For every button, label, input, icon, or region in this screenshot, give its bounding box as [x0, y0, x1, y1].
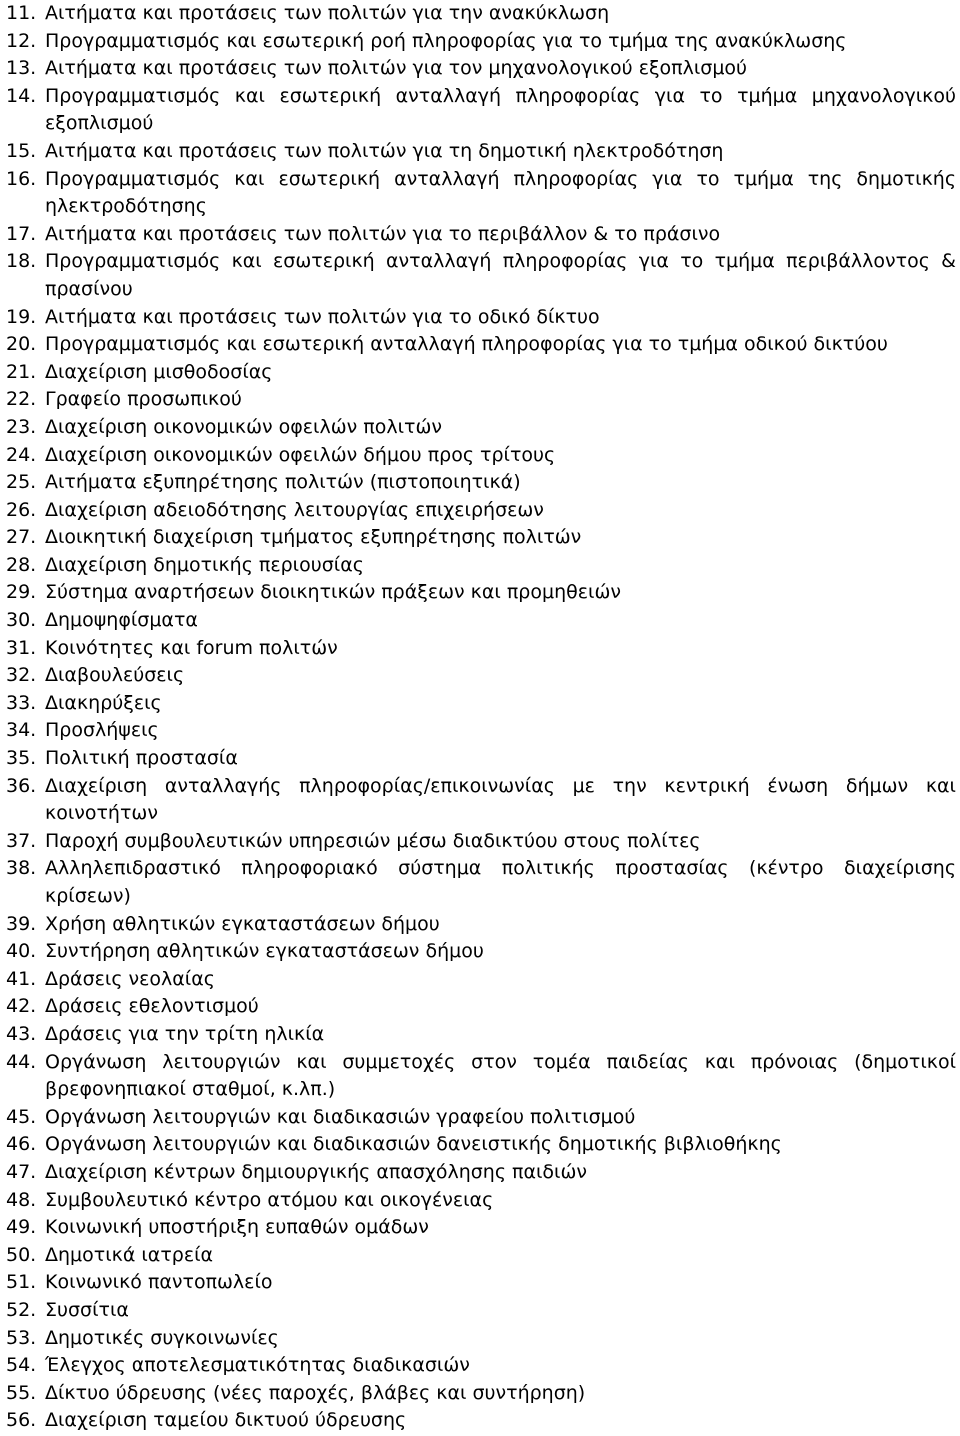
item-text: Διαχείριση δημοτικής περιουσίας: [45, 553, 364, 576]
item-number: 49.: [6, 1216, 37, 1239]
list-item: [6, 1214, 956, 1242]
list-item: [6, 1380, 956, 1408]
item-number: 40.: [6, 940, 37, 963]
item-number: 48.: [6, 1188, 37, 1211]
list-item: [6, 1131, 956, 1159]
item-number: 25.: [6, 471, 37, 494]
list-item: [6, 717, 956, 745]
list-item: [6, 1104, 956, 1132]
list-item: [6, 331, 956, 359]
item-text: Αιτήματα και προτάσεις των πολιτών για τη δημοτική ηλεκτροδότηση: [45, 139, 724, 162]
list-item: [6, 497, 956, 525]
item-text: Διαχείριση οικονομικών οφειλών δήμου προς τρίτους: [45, 443, 556, 466]
item-text: Αιτήματα και προτάσεις των πολιτών για το οδικό δίκτυο: [45, 305, 600, 328]
item-number: 39.: [6, 912, 37, 935]
list-item: [6, 359, 956, 387]
item-text: Αλληλεπιδραστικό πληροφοριακό σύστημα πολιτικής προστασίας (κέντρο διαχείρισης κρίσεων): [45, 857, 956, 907]
item-text: Προγραμματισμός και εσωτερική ανταλλαγή πληροφορίας για το τμήμα περιβάλλοντος & πρασίνου: [45, 250, 956, 300]
item-number: 20.: [6, 333, 37, 356]
item-text: Κοινότητες και forum πολιτών: [45, 636, 338, 659]
item-number: 52.: [6, 1298, 37, 1321]
item-text: Παροχή συμβουλευτικών υπηρεσιών μέσω διαδικτύου στους πολίτες: [45, 829, 701, 852]
item-number: 11.: [6, 2, 37, 24]
list-item: [6, 1159, 956, 1187]
item-text: Διαβουλεύσεις: [45, 664, 185, 687]
item-number: 43.: [6, 1022, 37, 1045]
list-item: [6, 1352, 956, 1380]
item-number: 31.: [6, 636, 37, 659]
item-text: Κοινωνική υποστήριξη ευπαθών ομάδων: [45, 1216, 429, 1239]
list-item: [6, 579, 956, 607]
list-item: [6, 1325, 956, 1353]
item-number: 42.: [6, 995, 37, 1018]
list-item: [6, 966, 956, 994]
item-text: Διαχείριση κέντρων δημιουργικής απασχόλησης παιδιών: [45, 1160, 588, 1183]
item-text: Συσσίτια: [45, 1298, 129, 1321]
item-number: 33.: [6, 691, 37, 714]
item-text: Προγραμματισμός και εσωτερική ανταλλαγή πληροφορίας για το τμήμα οδικού δικτύου: [45, 333, 888, 356]
item-number: 55.: [6, 1381, 37, 1404]
item-number: 38.: [6, 857, 37, 880]
list-item: [6, 1242, 956, 1270]
item-text: Δράσεις για την τρίτη ηλικία: [45, 1022, 325, 1045]
item-text: Χρήση αθλητικών εγκαταστάσεων δήμου: [45, 912, 440, 935]
list-item: [6, 552, 956, 580]
item-text: Προγραμματισμός και εσωτερική ανταλλαγή πληροφορίας για το τμήμα της δημοτικής ηλεκτροδότησης: [45, 167, 956, 218]
list-item: [6, 221, 956, 249]
list-item: [6, 0, 956, 28]
item-text: Δράσεις εθελοντισμού: [45, 995, 259, 1018]
list-item: [6, 993, 956, 1021]
item-number: 56.: [6, 1409, 37, 1432]
item-number: 17.: [6, 222, 37, 245]
list-item: [6, 745, 956, 773]
item-text: Οργάνωση λειτουργιών και συμμετοχές στον τομέα παιδείας και πρόνοιας (δημοτικοί βρεφονηπιακοί σταθμοί, κ.λπ.): [45, 1050, 956, 1101]
item-text: Αιτήματα εξυπηρέτησης πολιτών (πιστοποιητικά): [45, 471, 521, 494]
item-number: 45.: [6, 1105, 37, 1128]
item-number: 13.: [6, 57, 37, 80]
item-number: 29.: [6, 581, 37, 604]
item-number: 28.: [6, 553, 37, 576]
list-item: [6, 524, 956, 552]
list-item: [6, 55, 956, 83]
list-item: [6, 304, 956, 332]
list-item: [6, 386, 956, 414]
item-text: Αιτήματα και προτάσεις των πολιτών για το περιβάλλον & το πράσινο: [45, 222, 721, 245]
item-text: Δράσεις νεολαίας: [45, 967, 215, 990]
item-text: Πολιτική προστασία: [45, 747, 238, 770]
item-number: 36.: [6, 774, 37, 797]
item-text: Δημοτικά ιατρεία: [45, 1243, 214, 1266]
list-item: [6, 828, 956, 856]
item-text: Δίκτυο ύδρευσης (νέες παροχές, βλάβες και συντήρηση): [45, 1381, 586, 1404]
item-number: 14.: [6, 84, 37, 107]
item-number: 53.: [6, 1326, 37, 1349]
item-text: Γραφείο προσωπικού: [45, 388, 242, 411]
item-number: 41.: [6, 967, 37, 990]
list-item: [6, 414, 956, 442]
list-item: [6, 83, 956, 138]
item-number: 18.: [6, 250, 37, 273]
item-text: Κοινωνικό παντοπωλείο: [45, 1271, 273, 1294]
item-text: Έλεγχος αποτελεσματικότητας διαδικασιών: [45, 1354, 470, 1377]
item-number: 15.: [6, 139, 37, 162]
list-item: [6, 938, 956, 966]
item-text: Διαχείριση οικονομικών οφειλών πολιτών: [45, 415, 442, 438]
list-item: [6, 166, 956, 221]
item-text: Δημοψηφίσματα: [45, 609, 198, 632]
item-text: Συμβουλευτικό κέντρο ατόμου και οικογένειας: [45, 1188, 494, 1211]
item-number: 30.: [6, 609, 37, 632]
list-item: [6, 1269, 956, 1297]
list-item: [6, 662, 956, 690]
item-number: 12.: [6, 29, 37, 52]
item-number: 51.: [6, 1271, 37, 1294]
item-number: 22.: [6, 388, 37, 411]
item-number: 37.: [6, 829, 37, 852]
item-text: Οργάνωση λειτουργιών και διαδικασιών δανειστικής δημοτικής βιβλιοθήκης: [45, 1133, 782, 1156]
list-item: [6, 442, 956, 470]
item-number: 34.: [6, 719, 37, 742]
item-text: Σύστημα αναρτήσεων διοικητικών πράξεων και προμηθειών: [45, 581, 621, 604]
item-text: Προγραμματισμός και εσωτερική ανταλλαγή πληροφορίας για το τμήμα μηχανολογικού εξοπλισμού: [45, 84, 956, 135]
item-number: 44.: [6, 1050, 37, 1073]
item-text: Διαχείριση μισθοδοσίας: [45, 360, 273, 383]
item-text: Διακηρύξεις: [45, 691, 162, 714]
list-item: [6, 469, 956, 497]
item-text: Διαχείριση ανταλλαγής πληροφορίας/επικοινωνίας με την κεντρική ένωση δήμων και κοινοτήτων: [45, 774, 956, 825]
item-text: Διαχείριση ταμείου δικτυού ύδρευσης: [45, 1409, 407, 1432]
item-number: 24.: [6, 443, 37, 466]
list-item: [6, 1407, 956, 1435]
item-number: 27.: [6, 526, 37, 549]
list-item: [6, 1187, 956, 1215]
list-item: [6, 855, 956, 910]
item-number: 26.: [6, 498, 37, 521]
item-text: Διαχείριση αδειοδότησης λειτουργίας επιχειρήσεων: [45, 498, 544, 521]
item-number: 35.: [6, 747, 37, 770]
item-number: 16.: [6, 167, 37, 190]
item-number: 21.: [6, 360, 37, 383]
list-item: [6, 248, 956, 303]
item-number: 32.: [6, 664, 37, 687]
item-text: Οργάνωση λειτουργιών και διαδικασιών γραφείου πολιτισμού: [45, 1105, 636, 1128]
item-text: Δημοτικές συγκοινωνίες: [45, 1326, 279, 1349]
item-text: Αιτήματα και προτάσεις των πολιτών για την ανακύκλωση: [45, 2, 610, 24]
item-text: Προγραμματισμός και εσωτερική ροή πληροφορίας για το τμήμα της ανακύκλωσης: [45, 29, 847, 52]
item-number: 19.: [6, 305, 37, 328]
item-text: Προσλήψεις: [45, 719, 159, 742]
item-number: 47.: [6, 1160, 37, 1183]
list-item: [6, 607, 956, 635]
list-item: [6, 28, 956, 56]
item-number: 50.: [6, 1243, 37, 1266]
list-item: [6, 690, 956, 718]
list-item: [6, 773, 956, 828]
list-item: [6, 911, 956, 939]
item-text: Διοικητική διαχείριση τμήματος εξυπηρέτησης πολιτών: [45, 526, 582, 549]
list-item: [6, 138, 956, 166]
list-item: [6, 635, 956, 663]
item-number: 23.: [6, 415, 37, 438]
list-item: [6, 1297, 956, 1325]
list-item: [6, 1021, 956, 1049]
item-number: 46.: [6, 1133, 37, 1156]
list-item: [6, 1049, 956, 1104]
item-number: 54.: [6, 1354, 37, 1377]
item-text: Συντήρηση αθλητικών εγκαταστάσεων δήμου: [45, 940, 484, 963]
item-text: Αιτήματα και προτάσεις των πολιτών για τον μηχανολογικού εξοπλισμού: [45, 57, 748, 80]
